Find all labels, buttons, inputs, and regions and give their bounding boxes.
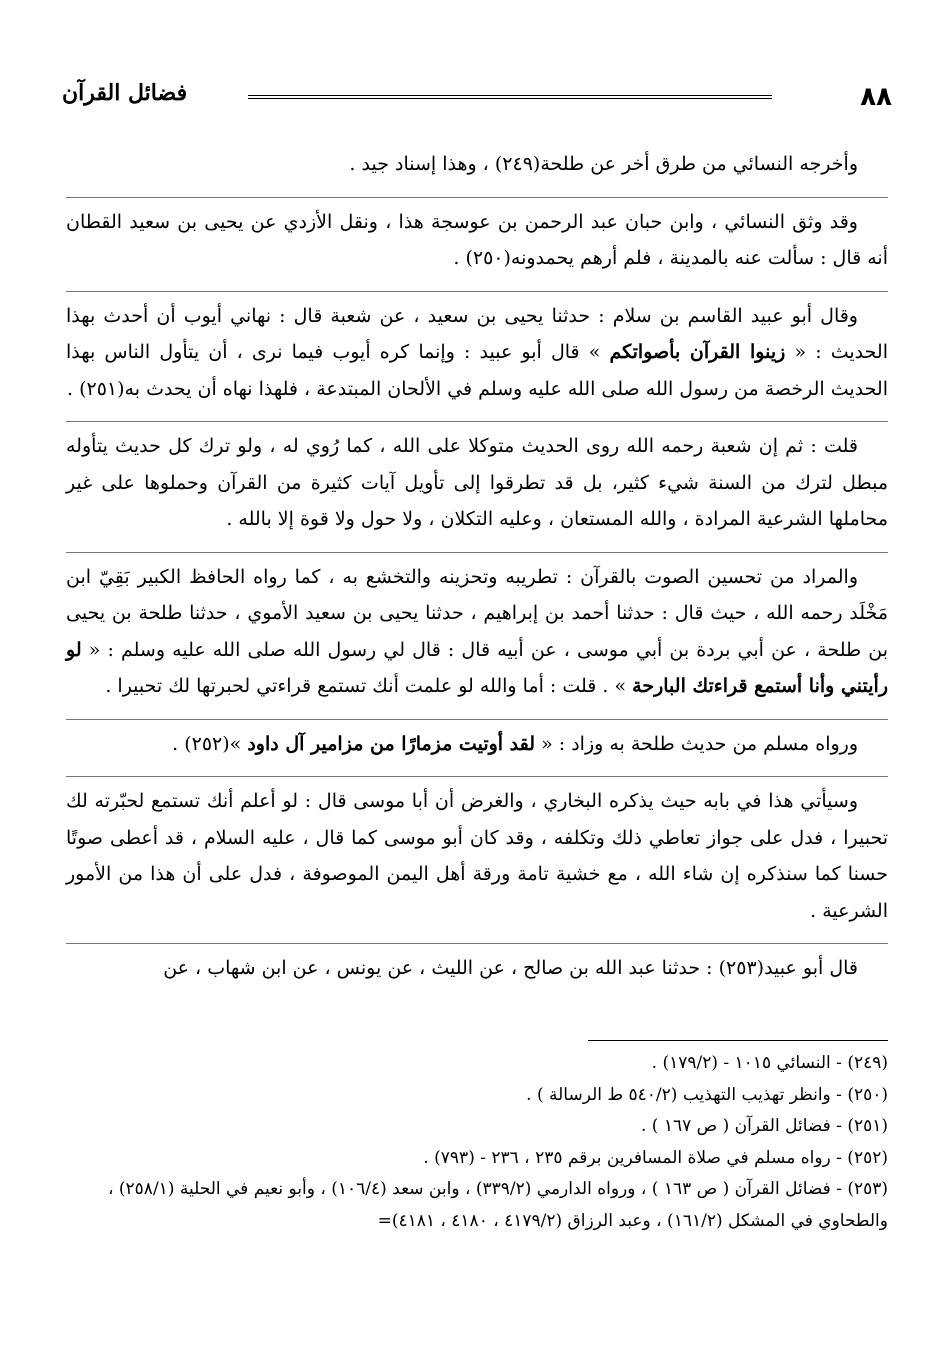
footnote: (٢٥١) - فضائل القرآن ( ص ١٦٧ ) . <box>640 1116 888 1136</box>
paragraph-text: وأخرجه النسائي من طرق أخر عن طلحة(٢٤٩) ، وهذا إسناد جيد . <box>349 153 858 175</box>
footnote: (٢٥٣) - فضائل القرآن ( ص ١٦٣ ) ، ورواه الدارمي (٣٣٩/٢) ، وابن سعد (١٠٦/٤) ، وأبو نعيم في الحلية (٢٥٨/١) ، والطحاوي في المشكل (١٦١/٢) ، وعبد الرزاق (٤١٧٩/٢ ، ٤١٨٠ ، ٤١٨١)= <box>108 1179 888 1231</box>
paragraph <box>66 298 888 408</box>
main-text <box>66 146 888 1001</box>
paragraph-text: » . قلت : أما والله لو علمت أنك تستمع قراءتي لحبرتها لك تحبيرا . <box>105 675 633 697</box>
paragraph-separator <box>66 943 888 944</box>
hadith-quote: لو رأيتني وأنا أستمع قراءتك البارحة <box>66 638 888 697</box>
paragraph-separator <box>66 552 888 553</box>
paragraph <box>66 726 888 763</box>
paragraph <box>66 559 888 705</box>
paragraph-text: قلت : ثم إن شعبة رحمه الله روى الحديث متوكلا على الله ، كما رُوي له ، ولو ترك كل حديث يتأوله مبطل لترك من السنة شيء كثير، بل قد تطرقوا إلى تأويل آيات كثيرة من القرآن وحملوها على غير محاملها الشرعية المرادة ، والله المستعان ، وعليه التكلان ، ولا حول ولا قوة إلا بالله . <box>66 435 888 530</box>
running-title: فضائل القرآن <box>62 80 188 106</box>
paragraph-text: ورواه مسلم من حديث طلحة به وزاد : « <box>535 732 858 755</box>
paragraph-separator <box>66 291 888 292</box>
footnote: (٢٥٠) - وانظر تهذيب التهذيب (٥٤٠/٢ ط الرسالة ) . <box>526 1084 888 1105</box>
paragraph-separator <box>66 421 888 422</box>
paragraph-separator <box>66 719 888 720</box>
paragraph-text: قال أبو عبيد(٢٥٣) : حدثنا عبد الله بن صالح ، عن الليث ، عن يونس ، عن ابن شهاب ، عن <box>163 957 858 979</box>
paragraph-separator <box>66 197 888 198</box>
paragraph <box>66 428 888 538</box>
hadith-quote: زينوا القرآن بأصواتكم <box>609 341 786 363</box>
paragraph <box>66 950 888 987</box>
paragraph-text: » قال أبو عبيد : وإنما كره أيوب فيما نرى ، أن يتأول الناس بهذا الحديث الرخصة من رسول الله صلى الله عليه وسلم في الألحان المبتدعة ، فلهذا نهاه أن يحدث به(٢٥١) . <box>66 341 888 400</box>
page-header <box>62 78 892 118</box>
paragraph-text: »(٢٥٢) . <box>172 732 248 755</box>
hadith-quote: لقد أوتيت مزمارًا من مزامير آل داود <box>247 732 536 755</box>
paragraph-text: وسيأتي هذا في بابه حيث يذكره البخاري ، والغرض أن أبا موسى قال : لو أعلم أنك تستمع لحبّرته لك تحبيرا ، فدل على جواز تعاطي ذلك وتكلفه ، وقد كان أبو موسى كما قال ، عليه السلام ، قد أعطى صوتًا حسنا كما سنذكره إن شاء الله ، مع خشية تامة ورقة أهل اليمن الموصوفة ، فدل على أن هذا من الأمور الشرعية . <box>66 790 888 922</box>
footnote: (٢٤٩) - النسائي ١٠١٥ - (١٧٩/٢) . <box>651 1053 888 1073</box>
page-number: ٨٨ <box>860 82 892 112</box>
paragraph <box>66 783 888 929</box>
footnote: (٢٥٢) - رواه مسلم في صلاة المسافرين برقم ٢٣٥ ، ٢٣٦ - (٧٩٣) . <box>423 1147 888 1168</box>
paragraph-text: والمراد من تحسين الصوت بالقرآن : تطريبه وتحزينه والتخشع به ، كما رواه الحافظ الكبير بَقِيّ ابن مَخْلَد رحمه الله ، حيث قال : حدثنا أحمد بن إبراهيم ، حدثنا يحيى بن سعيد الأموي ، حدثنا طلحة بن يحيى بن طلحة ، عن أبي بردة بن أبي موسى ، عن أبيه قال : قال لي رسول الله صلى الله عليه وسلم : « <box>66 565 888 661</box>
footnote-rule <box>588 1040 888 1041</box>
paragraph-separator <box>66 776 888 777</box>
footnotes <box>66 1048 888 1237</box>
paragraph <box>66 146 888 183</box>
paragraph <box>66 204 888 277</box>
paragraph-text: وقال أبو عبيد القاسم بن سلام : حدثنا يحيى بن سعيد ، عن شعبة قال : نهاني أيوب أن أحدث بهذا الحديث : « <box>66 304 888 363</box>
paragraph-text: وقد وثق النسائي ، وابن حبان عبد الرحمن بن عوسجة هذا ، ونقل الأزدي عن يحيى بن سعيد القطان أنه قال : سألت عنه بالمدينة ، فلم أرهم يحمدونه(٢٥٠) . <box>66 210 888 269</box>
header-rule <box>248 95 772 101</box>
